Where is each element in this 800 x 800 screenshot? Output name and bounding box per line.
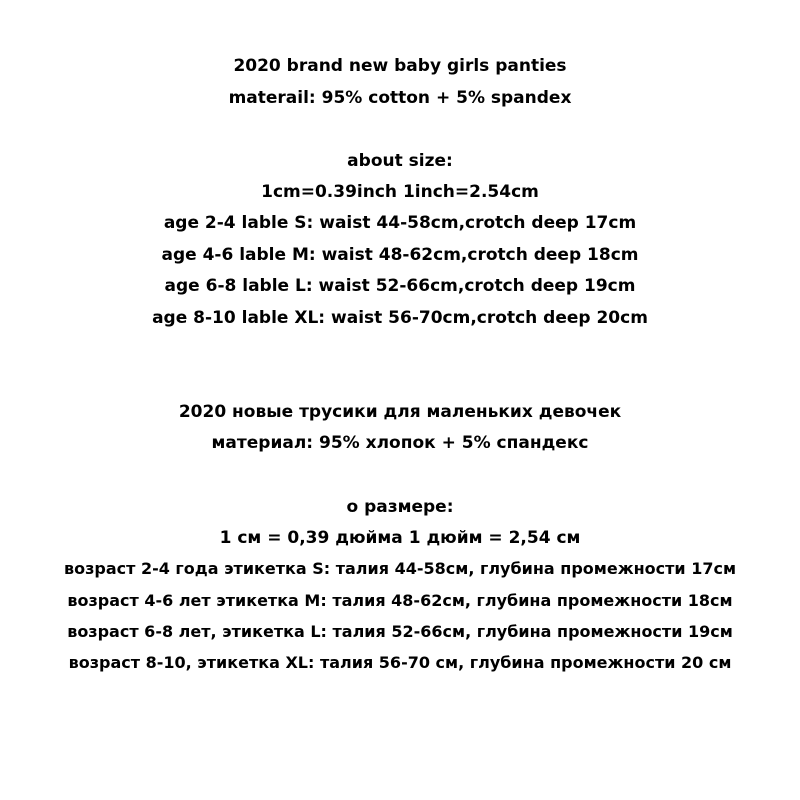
russian-size-heading: о размере: <box>346 497 454 517</box>
russian-size-xl: возраст 8-10, этикетка XL: талия 56-70 см, глубина промежности 20 см <box>68 653 732 672</box>
russian-size-l: возраст 6-8 лет, этикетка L: талия 52-66см, глубина промежности 19см <box>67 622 733 641</box>
english-material: materail: 95% cotton + 5% spandex <box>228 88 572 108</box>
english-size-m: age 4-6 lable M: waist 48-62cm,crotch deep 18cm <box>161 245 639 265</box>
russian-size-m: возраст 4-6 лет этикетка M: талия 48-62см, глубина промежности 18см <box>67 591 733 610</box>
russian-title: 2020 новые трусики для маленьких девочек <box>178 402 622 422</box>
english-title: 2020 brand new baby girls panties <box>233 56 567 76</box>
english-size-l: age 6-8 lable L: waist 52-66cm,crotch deep 19cm <box>164 276 636 296</box>
english-size-heading: about size: <box>347 151 453 171</box>
english-conversion: 1cm=0.39inch 1inch=2.54cm <box>261 182 539 202</box>
russian-conversion: 1 см = 0,39 дюйма 1 дюйм = 2,54 см <box>219 528 581 548</box>
english-size-xl: age 8-10 lable XL: waist 56-70cm,crotch deep 20cm <box>152 308 648 328</box>
russian-size-s: возраст 2-4 года этикетка S: талия 44-58см, глубина промежности 17см <box>63 559 737 578</box>
english-size-s: age 2-4 lable S: waist 44-58cm,crotch deep 17cm <box>163 213 637 233</box>
russian-material: материал: 95% хлопок + 5% спандекс <box>211 433 589 453</box>
